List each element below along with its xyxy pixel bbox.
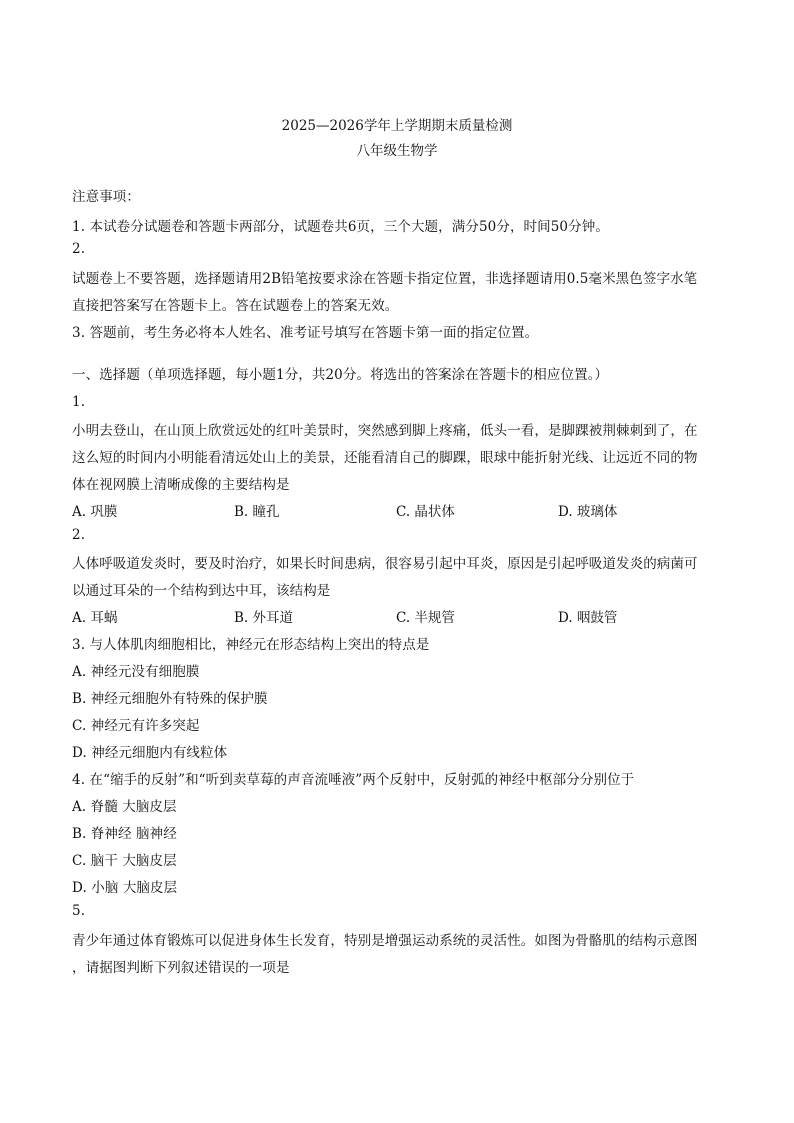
notes-item-2-number: 2. [72,241,86,257]
option-d: D. 神经元细胞内有线粒体 [72,745,228,761]
question-2-line-1: 人体呼吸道发炎时，要及时治疗，如果长时间患病，很容易引起中耳炎，原因是引起呼吸道发炎的病菌可 [72,556,698,572]
notes-item-3: 3. 答题前，考生务必将本人姓名、准考证号填写在答题卡第一面的指定位置。 [72,325,539,341]
option-b: B. 脊神经 脑神经 [72,826,177,842]
option-c: C. 晶状体 [396,504,455,520]
question-1-number: 1. [72,394,86,410]
option-a: A. 神经元没有细胞膜 [72,664,200,680]
question-3-stem: 3. 与人体肌肉细胞相比，神经元在形态结构上突出的特点是 [72,637,430,653]
exam-title: 2025—2026学年上学期期末质量检测 [281,118,513,134]
question-2-number: 2. [72,527,86,543]
option-a: A. 巩膜 [72,504,118,520]
notes-item-2-line-1: 试题卷上不要答题，选择题请用2B铅笔按要求涂在答题卡指定位置，非选择题请用0.5毫米黑色签字水笔 [72,271,698,287]
option-a: A. 脊髓 大脑皮层 [72,799,177,815]
question-1-line-2: 这么短的时间内小明能看清远处山上的美景，还能看清自己的脚踝，眼球中能折射光线、让远近不同的物 [72,450,698,466]
option-c: C. 神经元有许多突起 [72,718,200,734]
exam-subject: 八年级生物学 [356,143,438,159]
option-c: C. 脑干 大脑皮层 [72,853,177,869]
question-1-line-1: 小明去登山，在山顶上欣赏远处的红叶美景时，突然感到脚上疼痛，低头一看，是脚踝被荆棘刺到了，在 [72,423,698,439]
question-1-line-3: 体在视网膜上清晰成像的主要结构是 [72,477,290,493]
section-heading: 一、选择题（单项选择题，每小题1分，共20分。将选出的答案涂在答题卡的相应位置。） [72,367,609,383]
option-b: B. 神经元细胞外有特殊的保护膜 [72,691,268,707]
question-4-stem: 4. 在“缩手的反射”和“听到卖草莓的声音流唾液”两个反射中，反射弧的神经中枢部分分别位于 [72,772,635,788]
notes-item-1: 1. 本试卷分试题卷和答题卡两部分，试题卷共6页，三个大题，满分50分，时间50分钟。 [72,219,609,235]
notes-item-2-line-2: 直接把答案写在答题卡上。答在试题卷上的答案无效。 [72,298,399,314]
question-5-number: 5. [72,903,86,919]
option-b: B. 瞳孔 [234,504,280,520]
question-5-line-1: 青少年通过体育锻炼可以促进身体生长发育，特别是增强运动系统的灵活性。如图为骨骼肌的结构示意图 [72,933,698,949]
notes-heading: 注意事项： [72,189,140,205]
option-d: D. 玻璃体 [558,504,618,520]
question-5-line-2: ，请据图判断下列叙述错误的一项是 [72,960,290,976]
option-d: D. 小脑 大脑皮层 [72,880,178,896]
option-a: A. 耳蜗 [72,610,118,626]
question-2-line-2: 以通过耳朵的一个结构到达中耳，该结构是 [72,583,331,599]
option-b: B. 外耳道 [234,610,294,626]
option-d: D. 咽鼓管 [558,610,618,626]
option-c: C. 半规管 [396,610,455,626]
